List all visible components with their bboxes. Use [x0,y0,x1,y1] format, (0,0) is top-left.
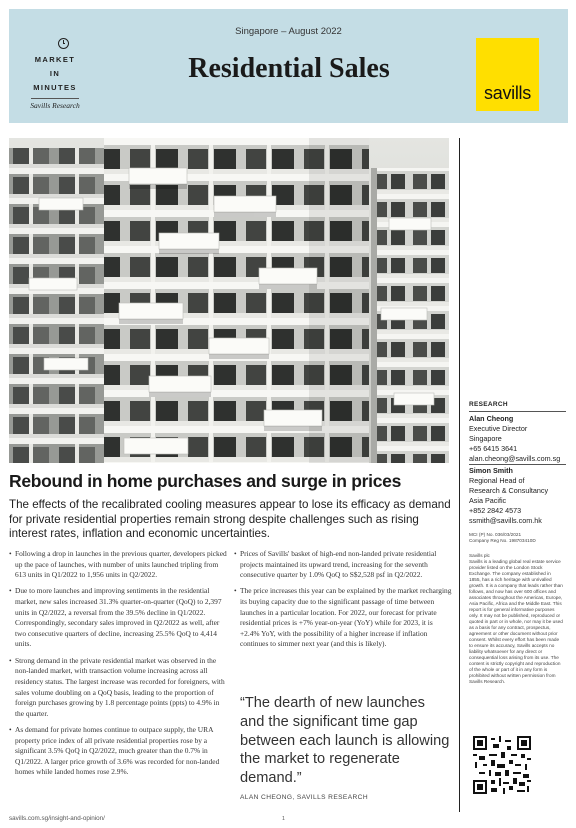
qr-code-icon[interactable] [473,736,531,794]
contact-card [469,466,569,526]
header-banner [9,9,568,123]
series-line-1: MARKET [34,55,76,64]
sidebar-rule [469,464,566,465]
page-number: 1 [282,816,285,822]
contact-location: Singapore [469,434,502,443]
bullet-paragraph: • Following a drop in launches in the previous quarter, developers picked up the pace of launches, with number of units launched tripling from 613 units in Q1/2022 to 1,956 units in Q2/2022. [9,549,227,581]
report-date: Singapore – August 2022 [235,26,342,37]
registration-info [469,532,569,544]
contact-name: Alan Cheong [469,414,514,423]
disclaimer-title: Savills plc [469,553,490,558]
contact-email[interactable]: ssmith@savills.com.hk [469,516,542,525]
mci-number: MCI (P) No. 036/03/2021 [469,532,522,537]
savills-logo [476,38,539,111]
company-reg-number: Company Reg No. 198703410D [469,538,536,543]
footer-url-link[interactable]: savills.com.sg/insight-and-opinion/ [9,815,105,822]
contact-card [469,414,569,464]
quote-attribution: ALAN CHEONG, SAVILLS RESEARCH [240,794,369,801]
bullet-paragraph: • As demand for private homes continue to outpace supply, the URA property price index of all private residential properties rose by a significant 3.5% QoQ in Q2/2022, much greater than the 0.7% in Q1/2022. A larger price growth of 3.6% was recorded for non-landed homes while landed homes rose 2.9%. [9,725,227,778]
report-title: Residential Sales [188,53,390,84]
bullet-paragraph: • Strong demand in the private residential market was observed in the non-landed market, with transaction volume increasing across all residency status. The largest increase was recorded for foreigners, with sales volume doubling on a QoQ basis, leading to the proportion of foreign purchases growing by 1.8 percentage points (ppts) to 4.9% in the quarter. [9,656,227,720]
clock-icon [58,38,69,49]
disclaimer-block [469,553,563,685]
bullet-paragraph: • Prices of Savills' basket of high-end non-landed private residential projects maintained its upward trend, increasing for the seventh consecutive quarter by 1.0% QoQ to S$2,528 psf in Q2/2022. [234,549,454,581]
logo-text: savills [484,83,531,103]
pull-quote: “The dearth of new launches and the significant time gap between each launch is allowing the market to regenerate demand.” [240,695,450,787]
sidebar-divider [459,138,460,812]
article-column-left [9,549,227,784]
building-photo [9,138,449,463]
disclaimer-text: Savills is a leading global real estate service provider listed on the London Stock Exchange. The company established in 1855, has a rich heritage with unrivalled growth. It is a company that leads rather than follows, and now has over 600 offices and associates throughout the Americas, Europe, Asia Pacific, Africa and the Middle East. This report is for general informative purposes only. It may not be published, reproduced or quoted in part or in whole, nor may it be used as a basis for any contract, prospectus, agreement or other document without prior consent. Whilst every effort has been made to ensure its accuracy, Savills accepts no liability whatsoever for any direct or consequential loss arising from its use. The content is strictly copyright and reproduction of the whole or part of it in any form is prohibited without written permission from Savills Research. [469,559,563,684]
article-column-right [234,549,454,656]
series-line-2: IN [49,69,61,78]
contact-role: Research & Consultancy [469,486,549,495]
contact-email[interactable]: alan.cheong@savills.com.sg [469,454,561,463]
sidebar-rule [469,411,566,412]
article-lead: The effects of the recalibrated cooling measures appear to lose its efficacy as demand for private residential properties remain strong despite challenges such as rising interest rates, inflation and economic uncertainties. [9,498,451,540]
contact-location: Asia Pacific [469,496,507,505]
bullet-paragraph: • The price increases this year can be explained by the market recharging its buying capacity due to the significant passage of time between launches in a particular location. For 2022, our forecast for private residential prices is +7% year-on-year (YoY) while for 2023, it is +2.4% YoY, with the possibility of a higher increase if inflation continues to simmer next year (and this is likely). [234,586,454,650]
series-divider [31,98,79,99]
contact-phone[interactable]: +852 2842 4573 [469,506,522,515]
bullet-paragraph: • Due to more launches and improving sentiments in the residential market, new sales increased 31.3% quarter-on-quarter (QoQ) to 2,397 units in Q2/2022, a reversal from the 39.5% decline in Q1/2022. Correspondingly, secondary sales improved in Q2/2022 as well, after two consecutive quarters of decline, increasing 25.5% QoQ to 4,414 units. [9,586,227,650]
contact-phone[interactable]: +65 6415 3641 [469,444,518,453]
contact-role: Regional Head of [469,476,525,485]
article-headline: Rebound in home purchases and surge in prices [9,471,401,491]
contact-name: Simon Smith [469,466,513,475]
sidebar-heading: RESEARCH [469,401,508,408]
building-illustration [9,138,449,463]
series-line-3: MINUTES [33,83,77,92]
series-subtitle: Savills Research [30,101,80,110]
contact-role: Executive Director [469,424,528,433]
